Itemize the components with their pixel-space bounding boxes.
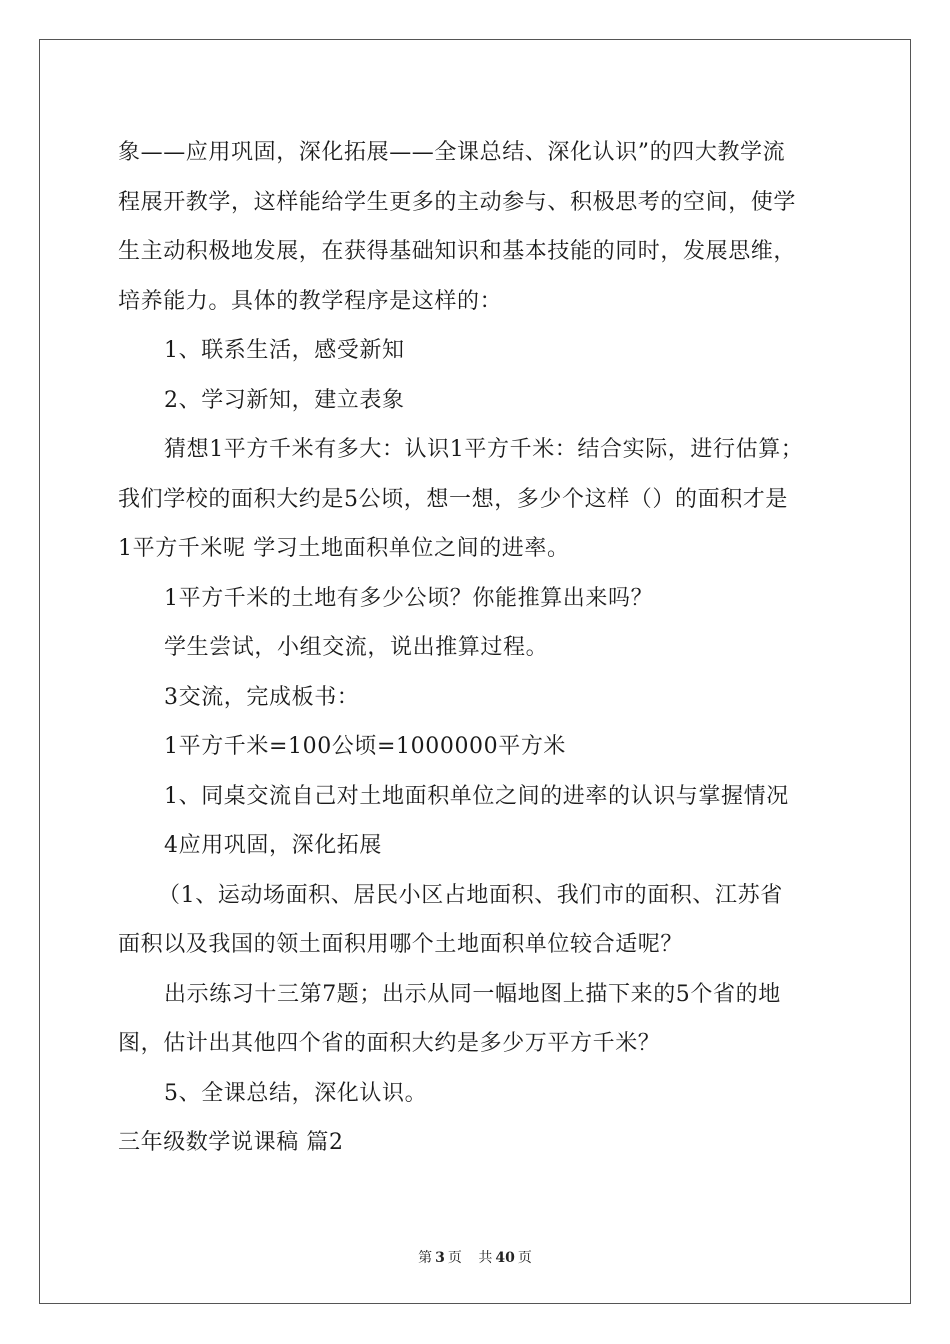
text-line: （1、运动场面积、居民小区占地面积、我们市的面积、江苏省 [158,882,783,908]
text-line: 生主动积极地发展，在获得基础知识和基本技能的同时，发展思维， [118,239,797,264]
text-line: 1平方千米=100公顷=1000000平方米 [164,734,567,759]
total-prefix: 共 [478,1250,493,1266]
section-heading: 三年级数学说课稿 篇2 [118,1130,344,1155]
text-line: 1、同桌交流自己对土地面积单位之间的进率的认识与掌握情况 [164,783,789,809]
text-line: 图，估计出其他四个省的面积大约是多少万平方千米？ [118,1031,661,1056]
text-line: 1平方千米呢 学习土地面积单位之间的进率。 [118,536,570,561]
text-line: 象——应用巩固，深化拓展——全课总结、深化认识”的四大教学流 [118,140,786,165]
total-suffix: 页 [517,1250,532,1266]
page-prefix: 第 [418,1250,433,1266]
text-line: 出示练习十三第7题；出示从同一幅地图上描下来的5个省的地 [164,981,781,1007]
page-indicator [415,1250,465,1266]
document-body [118,128,838,1168]
text-line: 我们学校的面积大约是5公顷，想一想，多少个这样（）的面积才是 [118,486,788,512]
text-line: 培养能力。具体的教学程序是这样的： [118,288,503,314]
text-line: 1平方千米的土地有多少公顷？你能推算出来吗？ [164,585,654,611]
text-line: 2、学习新知，建立表象 [164,387,405,413]
text-line: 3交流，完成板书： [164,684,360,710]
text-line: 5、全课总结，深化认识。 [164,1080,428,1106]
text-line: 学生尝试，小组交流，说出推算过程。 [164,635,549,660]
page-suffix: 页 [447,1250,462,1266]
text-line: 程展开教学，这样能给学生更多的主动参与、积极思考的空间，使学 [118,189,797,215]
page-number: 3 [435,1250,445,1266]
text-line: 面积以及我国的领土面积用哪个土地面积单位较合适呢？ [118,932,684,957]
text-line: 1、联系生活，感受新知 [164,338,405,363]
text-line: 4应用巩固，深化拓展 [164,833,382,858]
total-pages: 40 [495,1250,515,1266]
text-line: 猜想1平方千米有多大：认识1平方千米：结合实际，进行估算； [164,437,804,462]
page-footer [0,1247,950,1267]
total-indicator [475,1250,534,1266]
